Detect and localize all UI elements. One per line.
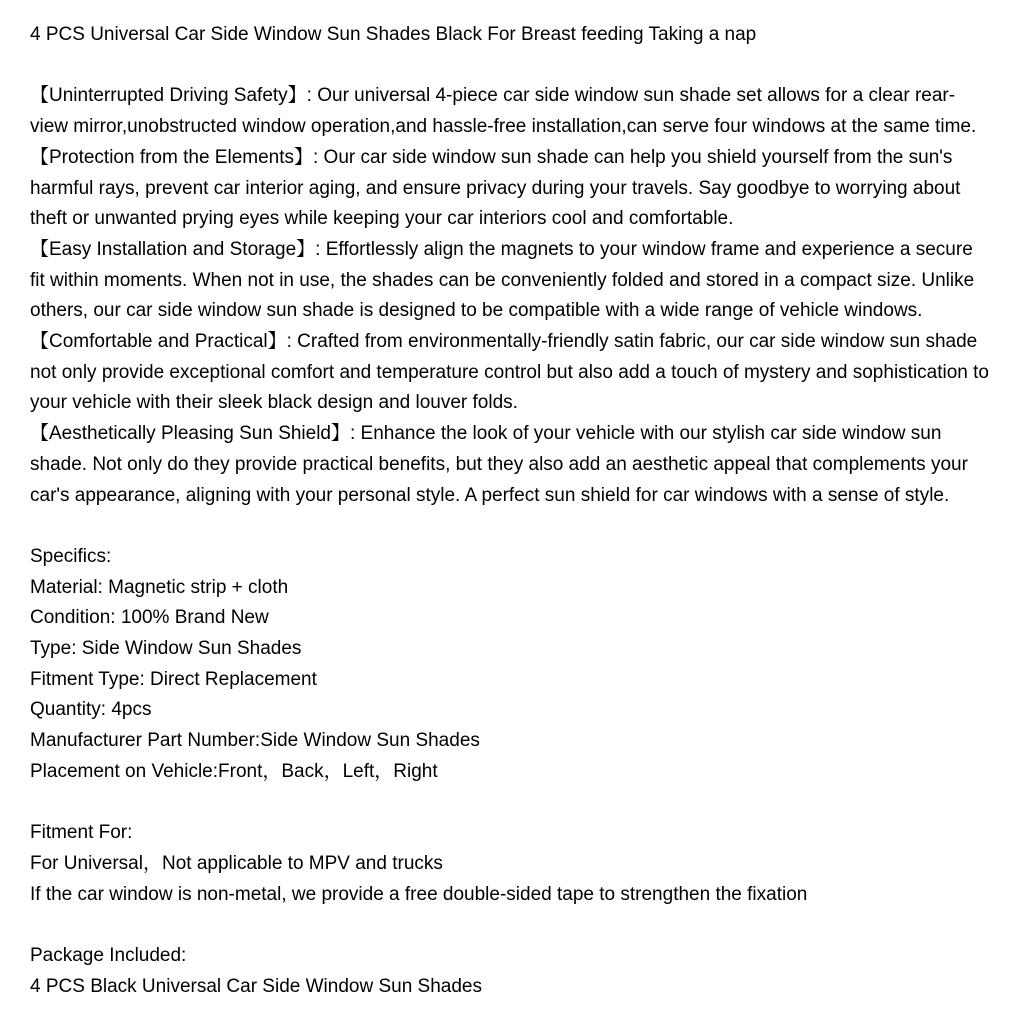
spec-type: Type: Side Window Sun Shades bbox=[30, 638, 302, 660]
feature-easy-installation-storage: 【Easy Installation and Storage】: Effortlessly align the magnets to your window frame and experience a secure fit within moments. When not in use, the shades can be conveniently folded and stored in a compact size. Unlike others, our car side window sun shade is designed to be compatible with a wide range of vehicle windows. bbox=[30, 238, 975, 322]
package-heading: Package Included: bbox=[30, 945, 187, 967]
spec-part-number: Manufacturer Part Number:Side Window Sun Shades bbox=[30, 730, 480, 752]
spec-condition: Condition: 100% Brand New bbox=[30, 607, 269, 629]
feature-comfortable-practical: 【Comfortable and Practical】: Crafted from environmentally-friendly satin fabric, our car side window sun shade not only provide exceptional comfort and temperature control but also add a touch of mystery and sophistication to your vehicle with their sleek black design and louver folds. bbox=[30, 331, 989, 414]
spec-quantity: Quantity: 4pcs bbox=[30, 699, 152, 721]
feature-aesthetically-pleasing: 【Aesthetically Pleasing Sun Shield】: Enhance the look of your vehicle with our stylish car side window sun shade. Not only do they provide practical benefits, but they also add an aesthetic appeal that complements your car's appearance, aligning with your personal style. A perfect sun shield for car windows with a sense of style. bbox=[30, 423, 968, 506]
features-section bbox=[30, 81, 990, 511]
fitment-universal-line: For Universal，Not applicable to MPV and trucks bbox=[30, 852, 443, 874]
package-section bbox=[30, 941, 990, 1002]
fitment-heading: Fitment For: bbox=[30, 822, 133, 844]
fitment-tape-note-line: If the car window is non-metal, we provide a free double-sided tape to strengthen the fixation bbox=[30, 883, 808, 905]
fitment-section bbox=[30, 818, 990, 910]
spec-placement: Placement on Vehicle:Front，Back，Left，Right bbox=[30, 760, 438, 782]
product-title: 4 PCS Universal Car Side Window Sun Shades Black For Breast feeding Taking a nap bbox=[30, 24, 757, 45]
package-contents-line: 4 PCS Black Universal Car Side Window Sun Shades bbox=[30, 975, 482, 997]
feature-protection-from-elements: 【Protection from the Elements】: Our car side window sun shade can help you shield yourself from the sun's harmful rays, prevent car interior aging, and ensure privacy during your travels. Say goodbye to worrying about theft or unwanted prying eyes while keeping your car interiors cool and comfortable. bbox=[30, 146, 961, 230]
spec-material: Material: Magnetic strip + cloth bbox=[30, 576, 289, 598]
specifics-heading: Specifics: bbox=[30, 545, 112, 567]
title-section bbox=[30, 20, 990, 51]
feature-uninterrupted-driving-safety: 【Uninterrupted Driving Safety】: Our universal 4-piece car side window sun shade set allows for a clear rear-view mirror,unobstructed window operation,and hassle-free installation,can serve four windows at the same time. bbox=[30, 85, 977, 138]
spec-fitment-type: Fitment Type: Direct Replacement bbox=[30, 668, 317, 690]
specifics-section bbox=[30, 542, 990, 788]
